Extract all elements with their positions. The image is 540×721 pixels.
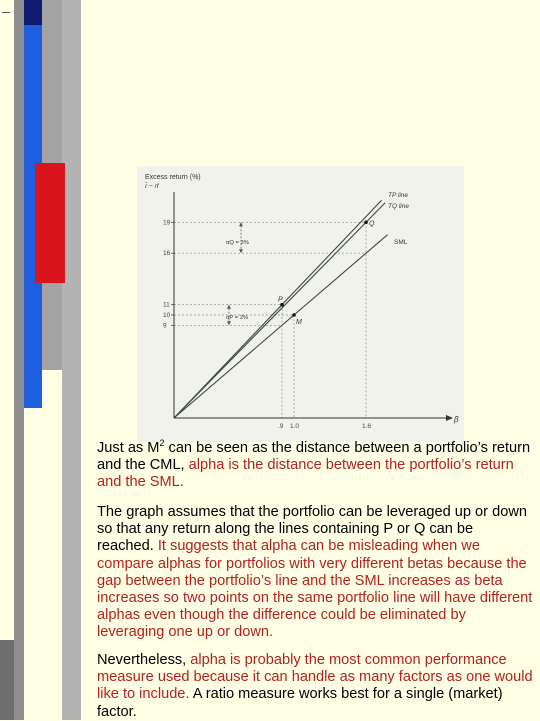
y-tick-label: 16 (163, 250, 171, 258)
paragraph-leverage (97, 504, 533, 642)
sml-chart-svg (137, 166, 464, 442)
chart-lines (174, 200, 388, 418)
point-label-m: M (296, 319, 302, 326)
decor-bar-red (35, 163, 65, 283)
p2-text-a: The graph assumes that the portfolio can be leveraged up or down so that any return along the lines containing P or Q can be reached. (97, 504, 527, 555)
p1-text-b: can be seen as the distance between a portfolio’s return and the CML, (97, 440, 531, 474)
alpha-p-bracket-arrow-top (227, 305, 231, 309)
series-line-sml (174, 235, 388, 418)
sml-label: SML (394, 239, 408, 246)
p3-text-a: Nevertheless, (97, 652, 191, 668)
alpha-q-annotation: αQ = 3% (226, 240, 249, 246)
series-line-tq-line (174, 203, 385, 418)
alpha-q-bracket-arrow-top (239, 222, 243, 226)
paragraph-alpha-definition (97, 440, 533, 492)
tp-line-label: TP line (388, 192, 408, 199)
p2-text-red: It suggests that alpha can be misleading when we compare alphas for portfolios with very different betas because the gap between the portfolio’s line and the SML increases as beta increases so two points on the same portfolio line will have different alphas even though the difference could be eliminated by leveraging one up or down. (97, 538, 533, 641)
point-label-p: P (278, 296, 283, 304)
y-tick-label: 9 (163, 322, 167, 330)
decor-tick (2, 12, 10, 13)
series-line-tp-line (174, 200, 382, 418)
p1-text-a: Just as M (97, 440, 160, 456)
p3-text-red: alpha is probably the most common performance measure used because it can handle as many factors as one would like to include. (97, 652, 533, 703)
x-tick-label: .9 (278, 423, 284, 430)
paragraph-nevertheless (97, 652, 533, 721)
decor-bar-gray-left (14, 0, 24, 720)
point-label-q: Q (369, 220, 375, 228)
alpha-q-bracket-arrow-bottom (239, 249, 243, 253)
decor-bar-gray-right (62, 0, 81, 720)
p3-text-b: A ratio measure works best for a single (market) factor. (97, 686, 503, 720)
point-q (364, 221, 368, 225)
tq-line-label: TQ line (388, 203, 409, 210)
point-m (292, 313, 296, 317)
y-tick-label: 10 (163, 312, 171, 319)
chart-ticks (163, 219, 371, 430)
alpha-p-annotation: αP = 2% (226, 315, 249, 321)
x-tick-label: 1.0 (290, 423, 300, 430)
sml-chart (137, 166, 464, 442)
y-axis-label-formula: r̄ − rf (145, 183, 159, 190)
y-axis-label: Excess return (%) (145, 174, 201, 181)
decor-bar-navy (24, 0, 42, 25)
decor-bar-darkgray (0, 640, 14, 720)
chart-points (278, 220, 375, 326)
alpha-p-bracket-arrow-bottom (227, 321, 231, 325)
x-tick-label: 1.6 (362, 423, 372, 430)
p1-text-red: alpha is the distance between the portfolio’s return and the SML. (97, 457, 514, 491)
p1-superscript: 2 (159, 438, 165, 449)
y-tick-label: 19 (163, 219, 171, 227)
y-tick-label: 11 (163, 301, 170, 309)
x-axis-arrow (446, 415, 453, 421)
x-axis-label: β (454, 415, 459, 424)
